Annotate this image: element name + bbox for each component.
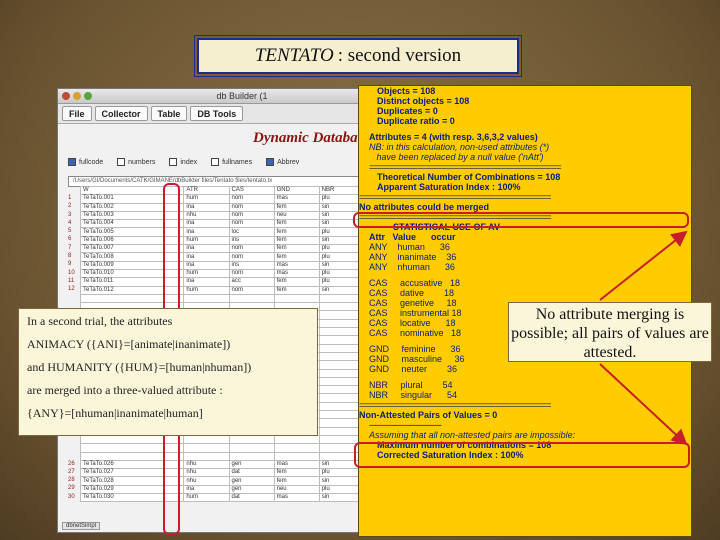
column-header[interactable]: CAS [229,187,274,195]
row-number: 2 [68,203,72,210]
checkbox-icon[interactable] [169,158,177,166]
table-cell[interactable]: nom [229,245,274,253]
table-cell[interactable]: nhu [184,211,229,219]
table-cell[interactable]: TeTaTo.030 [81,493,184,501]
panel-line: CAS nominative 18 [369,328,462,338]
table-cell[interactable] [274,452,319,460]
table-cell[interactable] [184,444,229,452]
table-cell[interactable]: plu [319,469,364,477]
row-number: 12 [68,286,75,293]
table-cell[interactable]: nom [229,253,274,261]
panel-line: Non-Attested Pairs of Values = 0 [359,410,498,420]
window-controls[interactable] [62,92,92,100]
checkbox-label: fullnames [222,158,253,166]
panel-line: ============================================= [359,192,551,202]
row-number: 30 [68,493,75,500]
table-cell[interactable]: nhu [184,477,229,485]
table-cell[interactable]: fem [274,286,319,294]
checkbox-icon[interactable] [68,158,76,166]
table-cell[interactable]: ina [184,278,229,286]
table-cell[interactable]: gen [229,485,274,493]
table-cell[interactable]: sin [319,211,364,219]
panel-line: have been replaced by a null value ('nAtt') [369,152,544,162]
table-cell[interactable]: plu [319,245,364,253]
table-cell[interactable]: nom [229,203,274,211]
table-cell[interactable]: hum [184,286,229,294]
slide-title [197,38,519,74]
table-cell[interactable]: fem [274,228,319,236]
app-heading: Dynamic Databa [253,130,358,146]
panel-line: NB: in this calculation, non-used attributes (*) [369,142,550,152]
panel-line: CAS locative 18 [369,318,456,328]
checkbox-icon[interactable] [211,158,219,166]
panel-line: GND neuter 36 [369,364,458,374]
table-cell[interactable] [274,435,319,443]
table-cell[interactable]: sin [319,493,364,501]
table-cell[interactable] [274,294,319,302]
option-checkbox[interactable] [169,158,197,166]
table-cell[interactable]: nom [229,195,274,203]
table-cell[interactable]: mas [274,195,319,203]
row-number: 26 [68,460,75,467]
table-cell[interactable] [229,444,274,452]
file-path-field[interactable]: /Users/GI/Documents/CATK/GIMANE/dbBuilder files/Tentato files/tentato.tx [68,176,416,187]
table-cell[interactable]: sin [319,477,364,485]
table-cell[interactable]: plu [319,269,364,277]
panel-line: ============================================= [369,162,561,172]
table-cell[interactable] [229,452,274,460]
option-checkbox[interactable] [211,158,252,166]
table-cell[interactable]: fem [274,245,319,253]
row-number-spacer [68,294,75,302]
table-cell[interactable]: sin [319,460,364,468]
zoom-window-icon[interactable] [84,92,92,100]
table-cell[interactable]: gen [229,477,274,485]
panel-line: Duplicates = 0 [377,106,438,116]
sheet-tab[interactable]: dbnetSimpl [62,522,100,530]
table-cell[interactable]: TeTaTo.029 [81,485,184,493]
table-cell[interactable]: plu [319,195,364,203]
table-cell[interactable]: TeTaTo.010 [81,269,184,277]
column-header[interactable]: ATR [184,187,229,195]
panel-line: NBR singular 54 [369,390,458,400]
menu-table[interactable]: Table [151,106,188,121]
table-cell[interactable]: gen [229,460,274,468]
table-cell[interactable] [274,444,319,452]
panel-line: STATISTICAL USE OF AV [393,222,501,232]
table-cell[interactable]: TeTaTo.011 [81,278,184,286]
panel-line: Objects = 108 [377,86,436,96]
panel-line: ------------------------------------ [369,420,441,430]
menu-db-tools[interactable]: DB Tools [190,106,243,121]
table-cell[interactable]: dat [229,493,274,501]
panel-line: NBR plural 54 [369,380,453,390]
table-cell[interactable]: fem [274,278,319,286]
table-cell[interactable]: TeTaTo.006 [81,236,184,244]
table-cell[interactable]: TeTaTo.005 [81,228,184,236]
explanation-line-3: and HUMANITY ({HUM}=[human|nhuman]) [27,360,252,374]
row-number: 1 [68,195,72,201]
table-cell[interactable]: nhu [184,460,229,468]
table-cell[interactable]: ina [184,485,229,493]
explanation-line-2: ANIMACY ({ANI}=[animate|inanimate]) [27,337,231,351]
row-number: 6 [68,236,72,243]
panel-line: GND feminine 36 [369,344,461,354]
table-cell[interactable]: TeTaTo.007 [81,245,184,253]
panel-line: ANY inanimate 36 [369,252,457,262]
table-cell[interactable]: plu [319,278,364,286]
table-cell[interactable]: nom [229,286,274,294]
table-cell[interactable]: TeTaTo.026 [81,460,184,468]
table-cell[interactable]: TeTaTo.003 [81,211,184,219]
table-cell[interactable]: nom [229,220,274,228]
table-cell[interactable]: mas [274,261,319,269]
table-cell[interactable]: TeTaTo.028 [81,477,184,485]
panel-line: Corrected Saturation Index : 100% [377,450,524,460]
table-cell[interactable]: ina [184,228,229,236]
row-number-spacer [68,451,75,459]
row-number: 28 [68,477,75,484]
table-cell[interactable]: ina [184,253,229,261]
column-header[interactable]: GND [274,187,319,195]
table-cell[interactable]: plu [319,485,364,493]
table-cell[interactable]: hum [184,493,229,501]
panel-line: CAS genetive 18 [369,298,457,308]
table-cell[interactable]: ina [184,261,229,269]
row-number-spacer [68,443,75,451]
row-number: 4 [68,219,72,226]
table-cell[interactable]: loc [229,228,274,236]
table-cell[interactable]: mas [274,493,319,501]
table-cell[interactable]: nom [229,211,274,219]
panel-line: ANY human 36 [369,242,450,252]
panel-line: CAS dative 18 [369,288,455,298]
table-cell[interactable] [184,294,229,302]
option-checkbox[interactable] [68,158,103,166]
table-cell[interactable]: plu [319,253,364,261]
table-cell[interactable] [229,435,274,443]
table-cell[interactable]: TeTaTo.002 [81,203,184,211]
checkbox-icon[interactable] [266,158,274,166]
checkbox-label: Abbrev [277,158,300,166]
close-window-icon[interactable] [62,92,70,100]
panel-line: CAS instrumental 18 [369,308,462,318]
table-cell[interactable]: sin [319,203,364,211]
panel-line: Maximum number of combinations = 108 [377,440,552,450]
table-cell[interactable]: neu [274,485,319,493]
panel-line: Distinct objects = 108 [377,96,470,106]
table-cell[interactable] [184,435,229,443]
row-number: 7 [68,244,72,251]
explanation-line-4: are merged into a three-valued attribute : [27,383,223,397]
panel-line: Duplicate ratio = 0 [377,116,455,126]
table-cell[interactable]: nom [229,269,274,277]
panel-line: ============================================= [359,400,551,410]
option-checkbox[interactable] [117,158,155,166]
title-italic: TENTATO [254,45,334,66]
table-cell[interactable]: ina [184,220,229,228]
checkbox-label: fullcode [79,158,104,166]
panel-line: GND masculine 36 [369,354,465,364]
row-number: 5 [68,228,72,235]
table-cell[interactable]: plu [319,228,364,236]
menu-file[interactable]: File [62,106,92,121]
table-cell[interactable]: fem [274,203,319,211]
menu-collector[interactable]: Collector [95,106,148,121]
table-cell[interactable]: sin [319,236,364,244]
row-number: 11 [68,277,75,284]
row-number: 27 [68,468,75,475]
column-header[interactable]: W [81,187,184,195]
explanation-line-1: In a second trial, the attributes [27,314,173,328]
panel-line: ANY nhuman 36 [369,262,455,272]
table-cell[interactable]: ina [184,245,229,253]
table-cell[interactable]: hum [184,195,229,203]
checkbox-icon[interactable] [117,158,125,166]
checkbox-label: numbers [128,158,156,166]
table-cell[interactable]: TeTaTo.009 [81,261,184,269]
panel-line: Theoretical Number of Combinations = 108 [377,172,561,182]
table-cell[interactable]: fem [274,236,319,244]
table-cell[interactable]: TeTaTo.001 [81,195,184,203]
explanation-line-5: {ANY}=[nhuman|inanimate|human] [27,406,203,420]
table-cell[interactable]: fem [274,220,319,228]
column-header[interactable]: NBR [319,187,364,195]
panel-line: Assuming that all non-attested pairs are impossible: [369,430,576,440]
panel-line: Apparent Saturation Index : 100% [377,182,521,192]
checkbox-label: index [180,158,198,166]
row-number: 29 [68,485,75,492]
panel-line: CAS accusative 18 [369,278,461,288]
row-number: 3 [68,211,72,218]
table-cell[interactable]: mas [274,460,319,468]
merge-result-highlight [353,212,689,228]
table-cell[interactable] [229,294,274,302]
table-cell[interactable] [184,452,229,460]
table-cell[interactable]: TeTaTo.004 [81,220,184,228]
table-cell[interactable]: ins [229,261,274,269]
explanation-box [18,308,318,436]
option-checkbox[interactable] [266,158,299,166]
non-attested-highlight [354,442,690,468]
table-cell[interactable]: TeTaTo.008 [81,253,184,261]
row-number: 10 [68,269,75,276]
table-cell[interactable]: mas [274,269,319,277]
table-cell[interactable]: nhu [184,469,229,477]
table-cell[interactable]: neu [274,211,319,219]
panel-line: ============================================= [359,212,551,222]
table-cell[interactable]: sin [319,220,364,228]
table-cell[interactable]: fem [274,469,319,477]
window-title: db Builder (1 [216,91,268,101]
note-box: No attribute merging is possible; all pairs of values are attested. [508,302,712,362]
minimize-window-icon[interactable] [73,92,81,100]
table-cell[interactable]: acc [229,278,274,286]
table-cell[interactable]: dat [229,469,274,477]
panel-line: No attributes could be merged [359,202,490,212]
table-cell[interactable]: TeTaTo.012 [81,286,184,294]
panel-line: Attributes = 4 (with resp. 3,6,3,2 values) [369,132,538,142]
table-cell[interactable]: hum [184,269,229,277]
title-rest: : second version [337,45,462,66]
table-cell[interactable]: hum [184,236,229,244]
table-cell[interactable]: sin [319,286,364,294]
table-cell[interactable]: fem [274,253,319,261]
table-cell[interactable]: TeTaTo.027 [81,469,184,477]
panel-line: Attr Value occur [369,232,456,242]
table-cell[interactable]: fem [274,477,319,485]
table-cell[interactable]: sin [319,261,364,269]
table-cell[interactable]: ina [184,203,229,211]
table-cell[interactable]: ins [229,236,274,244]
row-number: 8 [68,253,72,260]
row-number: 9 [68,261,72,268]
